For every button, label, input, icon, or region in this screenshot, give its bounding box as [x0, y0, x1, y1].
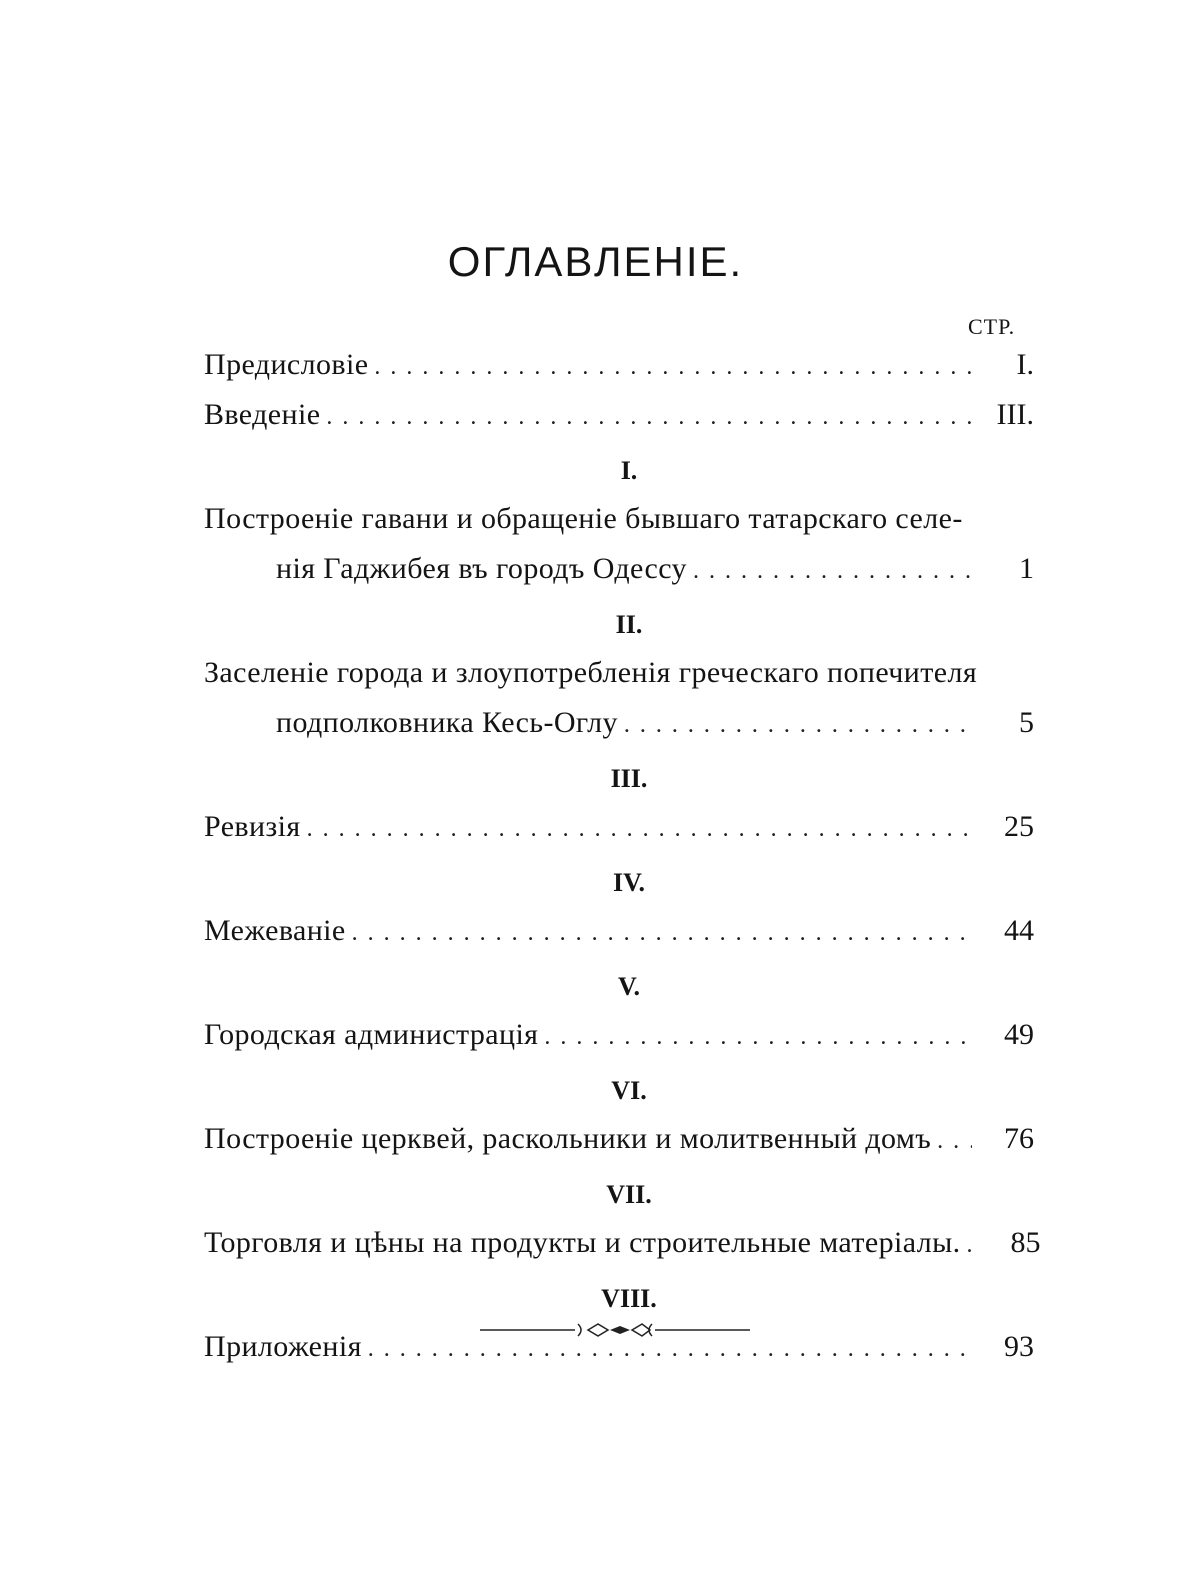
- toc-page-number: 5: [1019, 706, 1034, 739]
- dot-leader: [544, 1012, 972, 1062]
- dot-leader: [352, 908, 972, 958]
- toc-entry-chapter-3[interactable]: [204, 802, 1034, 852]
- toc-page-number: 93: [1004, 1330, 1034, 1363]
- chapter-numeral: VI.: [611, 1076, 647, 1105]
- table-of-contents: [204, 340, 1041, 1372]
- toc-entry-preface[interactable]: [204, 340, 1034, 390]
- chapter-numeral: IV.: [612, 868, 646, 897]
- toc-page-number: III.: [996, 398, 1034, 431]
- page-title: ОГЛАВЛЕНIЕ.: [447, 238, 744, 285]
- toc-entry-chapter-6[interactable]: [204, 1114, 1034, 1164]
- chapter-numeral: V.: [618, 972, 640, 1001]
- toc-entry-text: Предисловiе: [204, 348, 369, 381]
- toc-page-number: I.: [1016, 348, 1034, 381]
- toc-entry-chapter-7[interactable]: [204, 1218, 1041, 1268]
- toc-entry-text: Заселенiе города и злоупотребленiя греческаго попечителя: [204, 656, 978, 689]
- dot-leader: [374, 342, 972, 392]
- toc-page-number: 44: [1004, 914, 1034, 947]
- toc-entry-text: Ревизiя: [204, 810, 301, 843]
- toc-entry-text: подполковника Кесь-Оглу: [276, 706, 618, 739]
- chapter-numeral: VII.: [606, 1180, 652, 1209]
- toc-page-number: 49: [1004, 1018, 1034, 1051]
- toc-entry-chapter-1-line-2[interactable]: [204, 544, 1034, 594]
- dot-leader: [326, 392, 972, 442]
- toc-entry-text: Торговля и цѣны на продукты и строительные матерiалы.: [204, 1226, 961, 1259]
- toc-page-number: 85: [1010, 1226, 1041, 1259]
- dot-leader: [937, 1116, 972, 1166]
- tail-ornament-icon: [480, 1318, 750, 1342]
- toc-page-number: 1: [1019, 552, 1034, 585]
- toc-entry-text: Построенiе церквей, раскольники и молитвенный домъ: [204, 1122, 932, 1155]
- toc-entry-text: нiя Гаджибея въ городъ Одессу: [276, 552, 687, 585]
- dot-leader: [693, 546, 972, 596]
- chapter-numeral: II.: [615, 610, 643, 639]
- dot-leader: [967, 1220, 979, 1270]
- toc-entry-chapter-5[interactable]: [204, 1010, 1034, 1060]
- toc-entry-chapter-1-line-1[interactable]: [204, 494, 1034, 544]
- dot-leader: [307, 804, 972, 854]
- chapter-numeral: I.: [620, 456, 638, 485]
- toc-entry-introduction[interactable]: [204, 390, 1034, 440]
- toc-entry-text: Введенiе: [204, 398, 321, 431]
- chapter-numeral: VIII.: [601, 1284, 657, 1313]
- toc-entry-text: Приложенiя: [204, 1330, 362, 1363]
- toc-page-number: 76: [1004, 1122, 1034, 1155]
- chapter-numeral: III.: [610, 764, 648, 793]
- toc-page-number: 25: [1004, 810, 1034, 843]
- toc-entry-chapter-2-line-2[interactable]: [204, 698, 1034, 748]
- page-column-label: СТР.: [968, 314, 1016, 339]
- toc-entry-chapter-2-line-1[interactable]: [204, 648, 1034, 698]
- dot-leader: [624, 700, 972, 750]
- toc-entry-text: Межеванiе: [204, 914, 346, 947]
- toc-entry-chapter-4[interactable]: [204, 906, 1034, 956]
- toc-entry-text: Городская администрацiя: [204, 1018, 539, 1051]
- toc-entry-text: Построенiе гавани и обращенiе бывшаго татарскаго селе-: [204, 502, 963, 535]
